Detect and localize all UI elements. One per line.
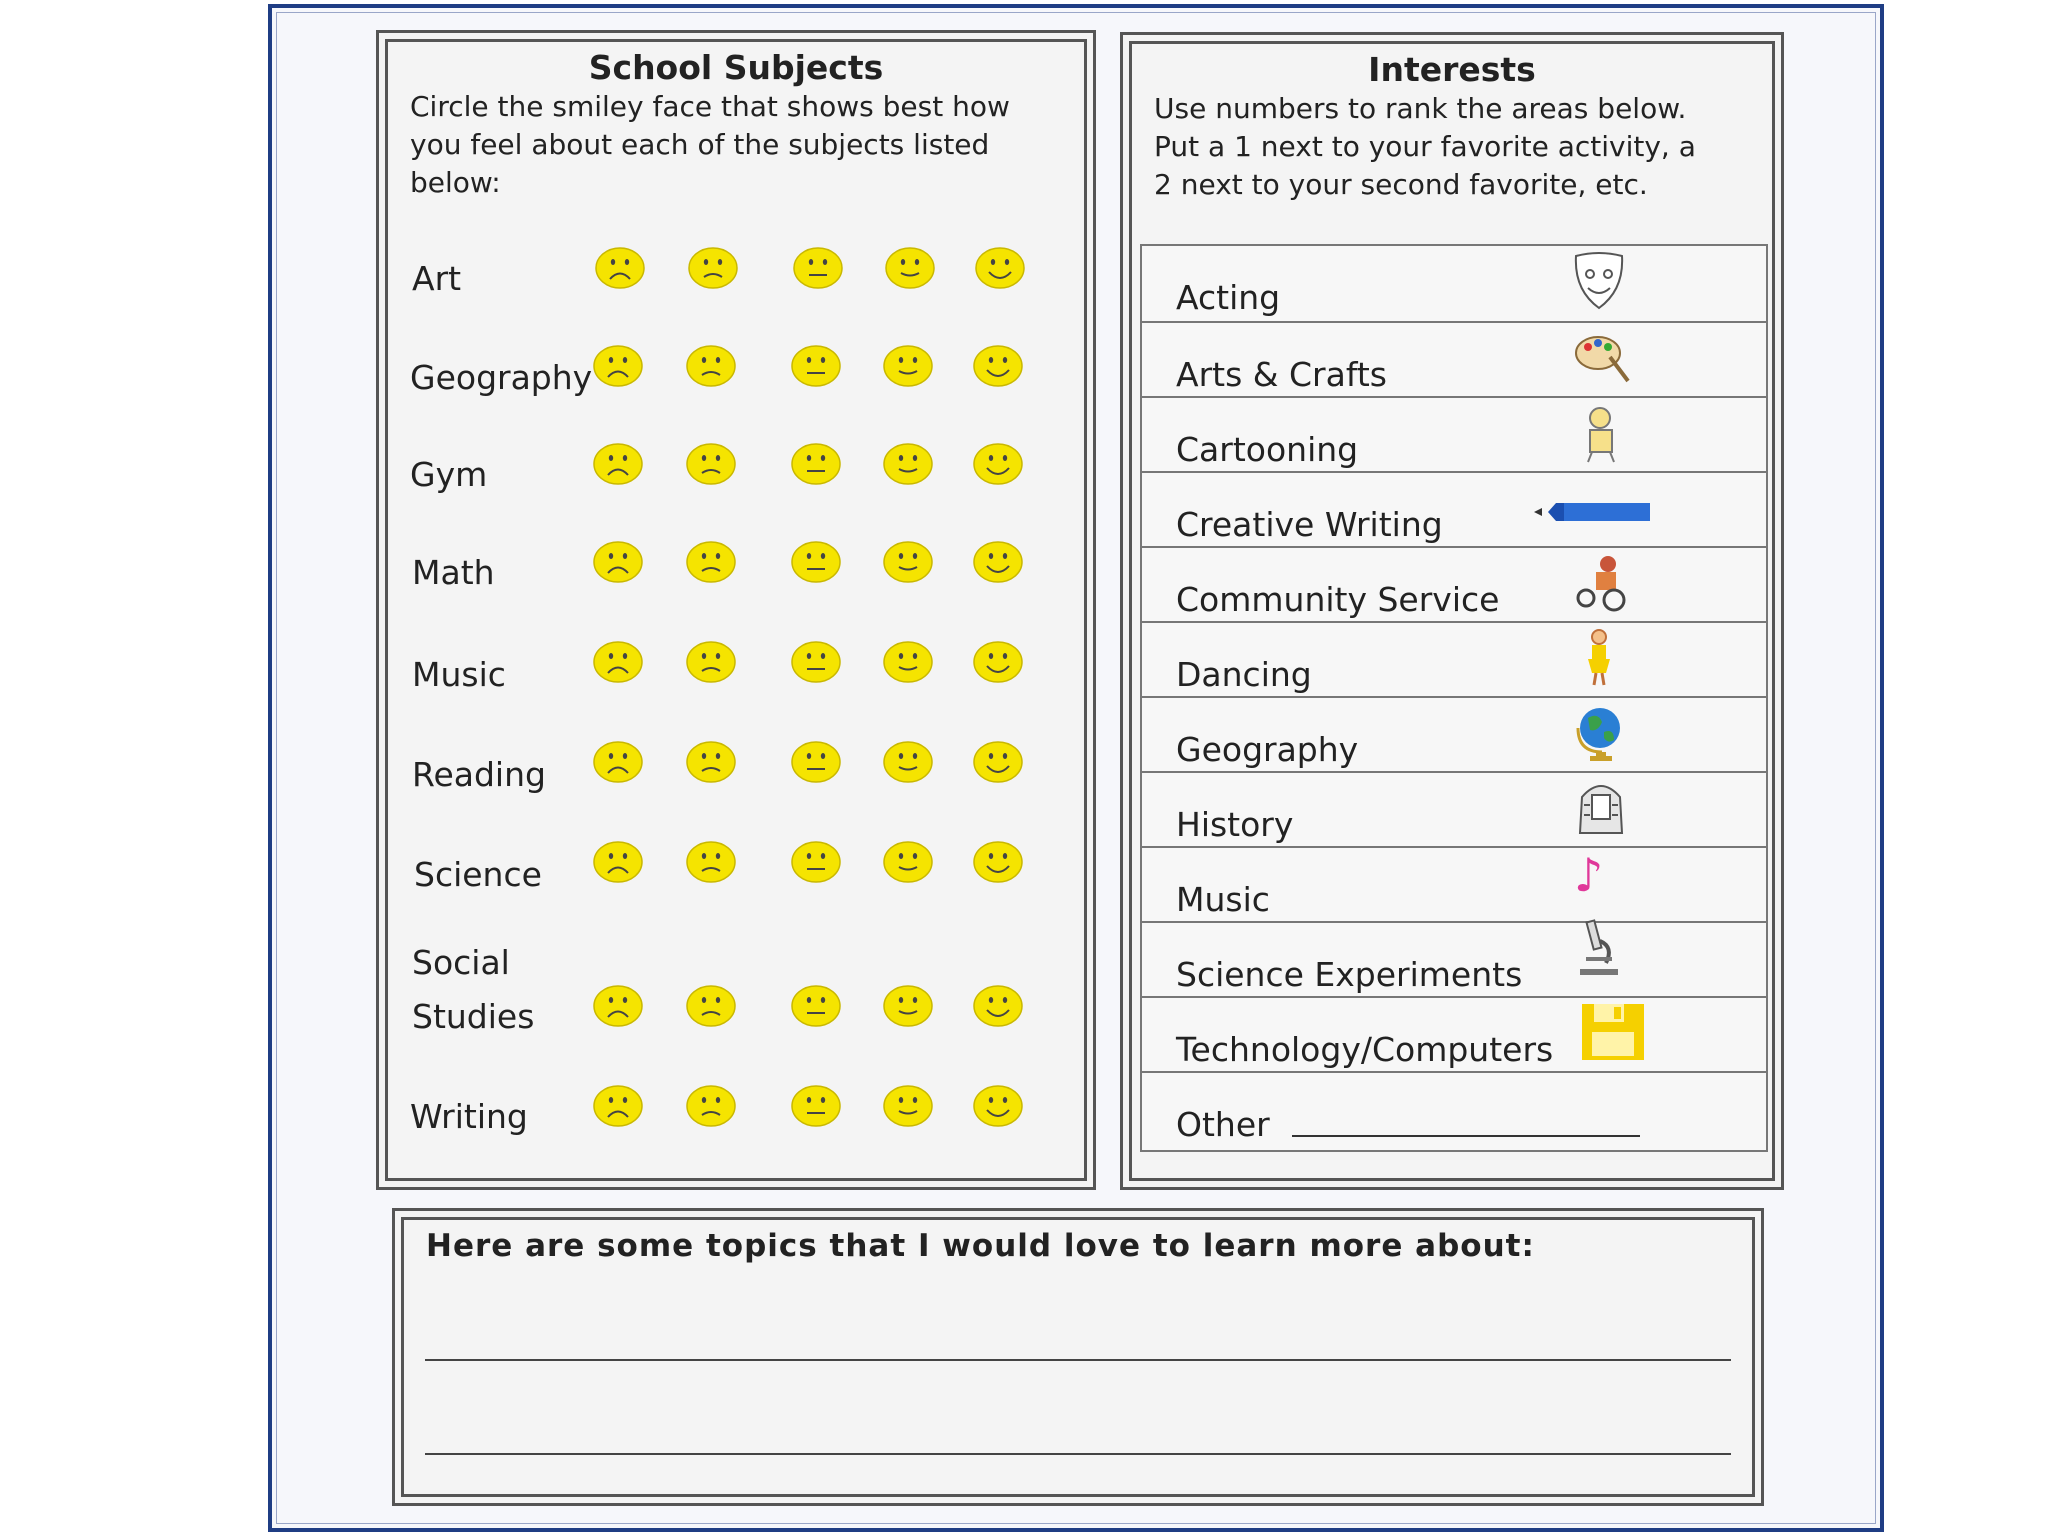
very-sad-face-icon[interactable] — [592, 442, 644, 486]
theater-mask-icon — [1566, 250, 1632, 312]
music-note-icon: ♪ — [1574, 848, 1604, 902]
interest-label: Arts & Crafts — [1176, 355, 1387, 394]
happy-face-icon[interactable] — [972, 840, 1024, 884]
happy-face-icon[interactable] — [974, 246, 1026, 290]
very-sad-face-icon[interactable] — [592, 984, 644, 1028]
sad-face-icon[interactable] — [685, 1084, 737, 1128]
happy-face-icon[interactable] — [972, 1084, 1024, 1128]
very-sad-face-icon[interactable] — [592, 740, 644, 784]
content-face-icon[interactable] — [882, 740, 934, 784]
interest-row-history[interactable] — [1142, 771, 1766, 848]
content-face-icon[interactable] — [882, 840, 934, 884]
sad-face-icon[interactable] — [685, 442, 737, 486]
topics-write-line[interactable] — [425, 1359, 1731, 1361]
interest-label: Community Service — [1176, 580, 1500, 619]
sad-face-icon[interactable] — [685, 740, 737, 784]
happy-face-icon[interactable] — [972, 740, 1024, 784]
happy-face-icon[interactable] — [972, 540, 1024, 584]
volunteer-icon — [1568, 552, 1634, 614]
instruction-line: Use numbers to rank the areas below. — [1154, 92, 1687, 125]
very-sad-face-icon[interactable] — [592, 540, 644, 584]
neutral-face-icon[interactable] — [790, 344, 842, 388]
subject-social-studies — [412, 936, 534, 1044]
interest-row-creative-writing[interactable] — [1142, 471, 1766, 548]
happy-face-icon[interactable] — [972, 442, 1024, 486]
school-subjects-instructions — [410, 88, 1010, 202]
neutral-face-icon[interactable] — [790, 540, 842, 584]
instruction-line: Circle the smiley face that shows best how — [410, 90, 1010, 123]
interest-label: Music — [1176, 880, 1270, 919]
interest-label: Dancing — [1176, 655, 1312, 694]
neutral-face-icon[interactable] — [790, 640, 842, 684]
paint-palette-icon — [1570, 327, 1636, 389]
sad-face-icon[interactable] — [685, 840, 737, 884]
dancer-icon — [1566, 627, 1632, 689]
instruction-line: below: — [410, 166, 501, 199]
subject-label-line: Studies — [412, 997, 535, 1036]
instruction-line: 2 next to your second favorite, etc. — [1154, 168, 1648, 201]
microscope-icon — [1566, 917, 1632, 979]
subject-geography: Geography — [410, 358, 593, 397]
content-face-icon[interactable] — [884, 246, 936, 290]
pencil-icon — [1534, 497, 1654, 527]
sad-face-icon[interactable] — [685, 540, 737, 584]
very-sad-face-icon[interactable] — [592, 344, 644, 388]
interest-label: Technology/Computers — [1176, 1030, 1554, 1069]
neutral-face-icon[interactable] — [792, 246, 844, 290]
content-face-icon[interactable] — [882, 442, 934, 486]
subject-science: Science — [414, 855, 542, 894]
interest-row-music[interactable] — [1142, 846, 1766, 923]
interest-label: Cartooning — [1176, 430, 1359, 469]
neutral-face-icon[interactable] — [790, 442, 842, 486]
other-input-line[interactable] — [1292, 1135, 1640, 1137]
content-face-icon[interactable] — [882, 984, 934, 1028]
sad-face-icon[interactable] — [685, 344, 737, 388]
interest-row-cartooning[interactable] — [1142, 396, 1766, 473]
sad-face-icon[interactable] — [685, 984, 737, 1028]
very-sad-face-icon[interactable] — [592, 1084, 644, 1128]
interest-label: Acting — [1176, 278, 1281, 317]
floppy-disk-icon — [1580, 1002, 1646, 1064]
neutral-face-icon[interactable] — [790, 1084, 842, 1128]
topics-write-line[interactable] — [425, 1453, 1731, 1455]
subject-music: Music — [412, 655, 506, 694]
content-face-icon[interactable] — [882, 344, 934, 388]
sad-face-icon[interactable] — [687, 246, 739, 290]
subject-writing: Writing — [410, 1097, 528, 1136]
interest-label: Geography — [1176, 730, 1359, 769]
subject-label-line: Social — [412, 943, 510, 982]
school-subjects-title: School Subjects — [588, 48, 884, 87]
pharaoh-icon — [1568, 777, 1634, 839]
interest-row-community-service[interactable] — [1142, 546, 1766, 623]
globe-icon — [1568, 702, 1634, 764]
interest-row-dancing[interactable] — [1142, 621, 1766, 698]
instruction-line: Put a 1 next to your favorite activity, a — [1154, 130, 1696, 163]
instruction-line: you feel about each of the subjects listed — [410, 128, 990, 161]
subject-art: Art — [412, 259, 462, 298]
very-sad-face-icon[interactable] — [594, 246, 646, 290]
happy-face-icon[interactable] — [972, 984, 1024, 1028]
interest-row-science-experiments[interactable] — [1142, 921, 1766, 998]
content-face-icon[interactable] — [882, 640, 934, 684]
happy-face-icon[interactable] — [972, 344, 1024, 388]
interest-row-geography[interactable] — [1142, 696, 1766, 773]
interest-row-arts-crafts[interactable] — [1142, 321, 1766, 398]
neutral-face-icon[interactable] — [790, 840, 842, 884]
neutral-face-icon[interactable] — [790, 984, 842, 1028]
subject-reading: Reading — [412, 755, 546, 794]
neutral-face-icon[interactable] — [790, 740, 842, 784]
sad-face-icon[interactable] — [685, 640, 737, 684]
interests-title: Interests — [1368, 50, 1536, 89]
interest-label: History — [1176, 805, 1294, 844]
very-sad-face-icon[interactable] — [592, 640, 644, 684]
interest-row-acting[interactable] — [1142, 246, 1766, 321]
subject-gym: Gym — [410, 455, 488, 494]
content-face-icon[interactable] — [882, 1084, 934, 1128]
content-face-icon[interactable] — [882, 540, 934, 584]
interest-label: Creative Writing — [1176, 505, 1443, 544]
topics-prompt: Here are some topics that I would love to learn more about: — [426, 1228, 1535, 1264]
interest-label: Other — [1176, 1105, 1270, 1144]
happy-face-icon[interactable] — [972, 640, 1024, 684]
subject-math: Math — [412, 553, 495, 592]
interest-label: Science Experiments — [1176, 955, 1523, 994]
very-sad-face-icon[interactable] — [592, 840, 644, 884]
interest-row-technology-computers[interactable] — [1142, 996, 1766, 1073]
cartoon-character-icon — [1570, 402, 1636, 464]
interests-instructions — [1154, 90, 1696, 204]
